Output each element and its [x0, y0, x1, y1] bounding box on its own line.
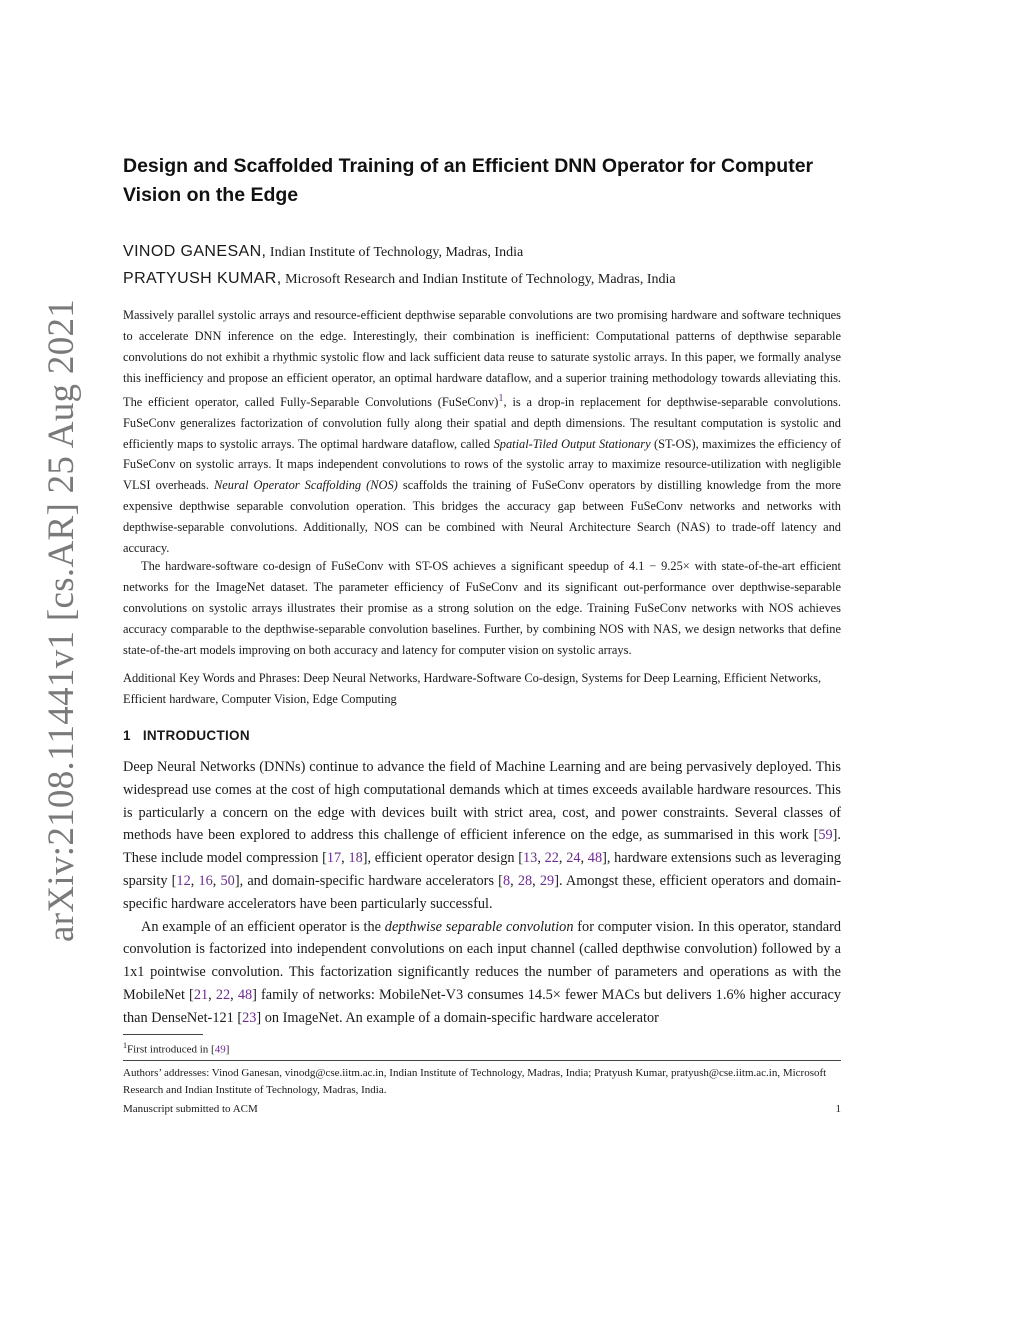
citation-link[interactable]: 12 — [176, 872, 191, 889]
citation-link[interactable]: 50 — [220, 872, 235, 889]
citation-link[interactable]: 22 — [215, 986, 231, 1003]
introduction-body — [123, 756, 841, 1030]
keywords: Additional Key Words and Phrases: Deep Neural Networks, Hardware-Software Co-design, Systems for Deep Learning, Efficient Networks, Efficient hardware, Computer Vision, Edge Computing — [123, 671, 822, 706]
intro-paragraph-1: Deep Neural Networks (DNNs) continue to advance the field of Machine Learning and are being pervasively deployed. This widespread use comes at the cost of high computational demands which at times exceeds available hardware resources. This is particularly a concern on the edge with devices built with strict area, cost, and power constraints. Several classes of methods have been explored to address this challenge of efficient inference on the edge, as summarised in this work [59]. These include model compression [17, 18], efficient operator design [13, 22, 24, 48], hardware extensions such as leveraging sparsity [12, 16, 50], and domain-specific hardware accelerators [8, 28, 29]. Amongst these, efficient operators and domain-specific hardware accelerators have been particularly successful. — [123, 759, 841, 912]
footnote: $^1$First introduced in [49] — [123, 1041, 230, 1056]
arxiv-identifier[interactable]: arXiv:2108.11441v1 [cs.AR] 25 Aug 2021 — [41, 298, 82, 942]
citation-link[interactable]: 48 — [587, 850, 603, 867]
citation-link[interactable]: 18 — [348, 850, 363, 867]
citation-link[interactable]: 49 — [214, 1043, 226, 1056]
author-affiliation: Microsoft Research and Indian Institute of Technology, Madras, India — [285, 272, 676, 287]
paper-title: Design and Scaffolded Training of an Efficient DNN Operator for Computer Vision on the Edge — [123, 155, 814, 206]
citation-link[interactable]: 21 — [193, 986, 209, 1003]
author-name: PRATYUSH KUMAR, — [123, 270, 282, 287]
author-affiliation: Indian Institute of Technology, Madras, India — [269, 245, 524, 260]
citation-link[interactable]: 16 — [198, 872, 213, 889]
abstract — [123, 305, 841, 559]
section-number: 1 — [123, 728, 131, 743]
abstract-paragraph-1: Massively parallel systolic arrays and resource-efficient depthwise separable convolutions are two promising hardware and software techniques to accelerate DNN inference on the edge. Interestingly, their combination is inefficient: Computational patterns of depthwise separable convolutions do not exhibit a rhythmic systolic flow and lack sufficient data reuse to saturate systolic arrays. In this paper, we formally analyse this inefficiency and propose an efficient operator, an optimal hardware dataflow, and a superior training methodology towards alleviating this. The efficient operator, called Fully-Separable Convolutions (FuSeConv)$^1$, is a drop-in replacement for depthwise-separable convolutions. FuSeConv generalizes factorization of convolution fully along their spatial and depth dimensions. The resultant computation is systolic and efficiently maps to systolic arrays. The optimal hardware dataflow, called Spatial-Tiled Output Stationary (ST-OS), maximizes the efficiency of FuSeConv on systolic arrays. It maps independent convolutions to rows of the systolic array to maximize resource-utilization with negligible VLSI overheads. Neural Operator Scaffolding (NOS) scaffolds the training of FuSeConv operators by distilling knowledge from the more expensive depthwise separable convolution operation. This bridges the accuracy gap between FuSeConv networks and networks with depthwise-separable convolutions. Additionally, NOS can be combined with Neural Architecture Search (NAS) to trade-off latency and accuracy. — [123, 308, 841, 556]
citation-link[interactable]: 22 — [544, 850, 559, 867]
citation-link[interactable]: 24 — [566, 850, 581, 867]
citation-link[interactable]: 48 — [237, 986, 253, 1003]
section-heading — [123, 728, 250, 743]
abstract-paragraph-2: The hardware-software co-design of FuSeConv with ST-OS achieves a significant speedup of 4.1 − 9.25× with state-of-the-art efficient networks for the ImageNet dataset. The parameter efficiency of FuSeConv and its significant out-performance over depthwise-separable convolutions on systolic arrays illustrates their promise as a strong solution on the edge. Training FuSeConv networks with NOS achieves accuracy comparable to the depthwise-separable convolution baselines. Further, by combining NOS with NAS, we design networks that define state-of-the-art models improving on both accuracy and latency for computer vision on systolic arrays. — [123, 559, 841, 657]
author-name: VINOD GANESAN, — [123, 243, 267, 260]
citation-link[interactable]: 59 — [818, 827, 833, 844]
citation-link[interactable]: 29 — [539, 872, 555, 889]
manuscript-note: Manuscript submitted to ACM — [123, 1103, 258, 1115]
page-footer — [123, 1101, 841, 1117]
citation-link[interactable]: 13 — [523, 850, 538, 867]
footer-divider — [123, 1060, 841, 1061]
author-2 — [123, 269, 676, 290]
citation-link[interactable]: 28 — [517, 872, 533, 889]
citation-link[interactable]: 23 — [242, 1009, 257, 1026]
author-1 — [123, 242, 523, 263]
footnote-marker[interactable]: 1 — [498, 392, 504, 404]
footnote-divider — [123, 1034, 203, 1035]
page-number: 1 — [835, 1103, 841, 1115]
intro-paragraph-2: An example of an efficient operator is the depthwise separable convolution for computer vision. In this operator, standard convolution is factorized into independent convolutions on each input channel (called depthwise convolution) followed by a 1x1 pointwise convolution. This factorization significantly reduces the number of parameters and operations as with the MobileNet [21, 22, 48] family of networks: MobileNet-V3 consumes 14.5× fewer MACs but delivers 1.6% higher accuracy than DenseNet-121 [23] on ImageNet. An example of a domain-specific hardware accelerator — [123, 918, 841, 1026]
author-addresses: Authors’ addresses: Vinod Ganesan, vinodg@cse.iitm.ac.in, Indian Institute of Technology, Madras, India; Pratyush Kumar, pratyush@cse.iitm.ac.in, Microsoft Research and Indian Institute of Technology, Madras, India. — [123, 1067, 827, 1096]
citation-link[interactable]: 17 — [326, 850, 342, 867]
citation-link[interactable]: 8 — [502, 872, 511, 889]
section-title: INTRODUCTION — [142, 728, 250, 743]
